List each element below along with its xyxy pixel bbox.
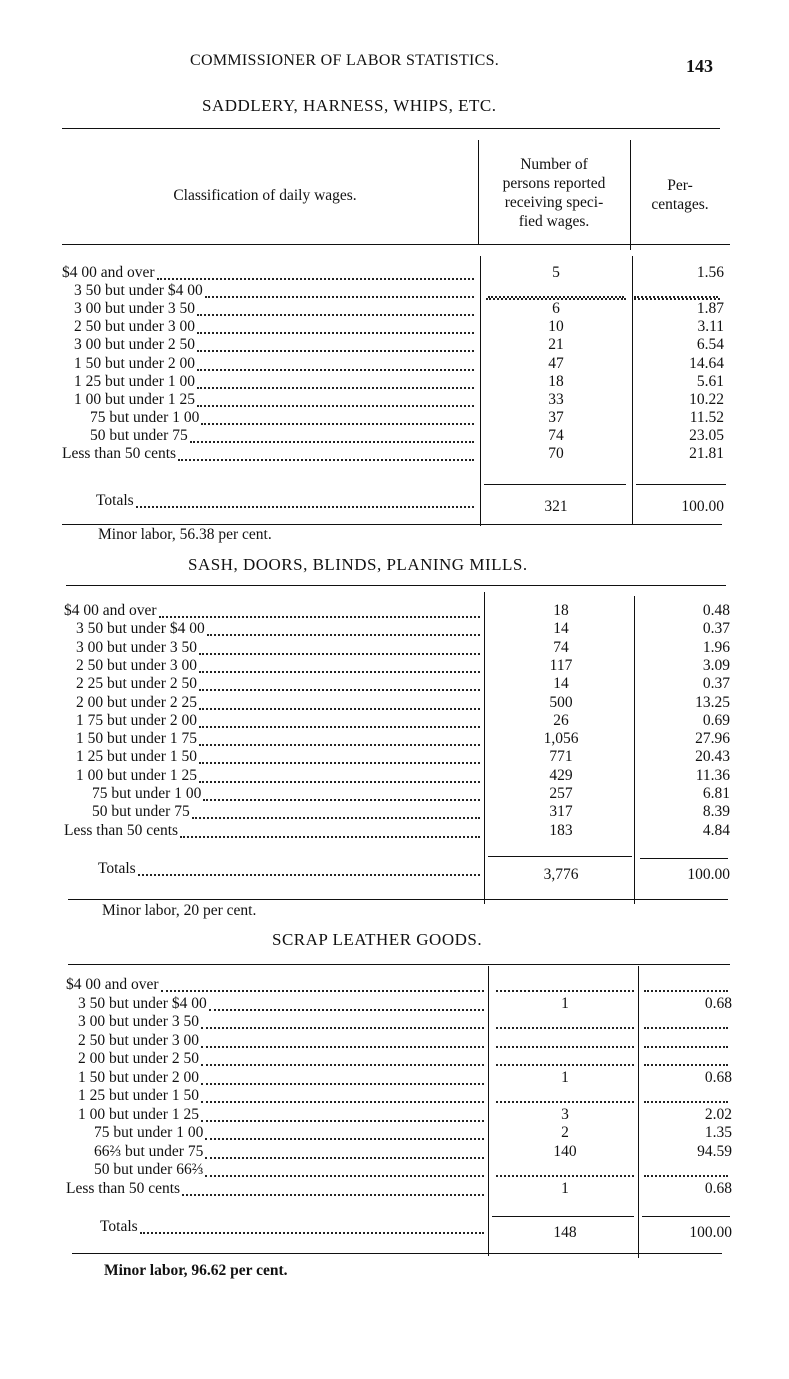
persons-count: 33 [548,390,564,408]
totals-number: 321 [544,498,568,515]
wage-class-label: $4 00 and over [66,976,159,993]
wage-class-label: 3 00 but under 3 50 [74,300,195,318]
totals-rule [484,484,626,485]
table-row [0,1087,789,1105]
wage-class-label: 50 but under 75 [90,426,188,444]
persons-count: 5 [552,264,560,281]
totals-rule [488,856,632,857]
totals-rule [492,1216,634,1217]
table-row [0,995,789,1013]
table-row [0,822,789,840]
table-row [0,1124,789,1142]
empty-cell-dots [644,990,728,992]
table-row [0,639,789,657]
dot-leader [140,1232,484,1234]
empty-cell-dots [644,1175,728,1177]
column-header-percent-line: Per- [667,177,693,194]
wage-class-label: 50 but under 66⅔ [94,1161,204,1178]
column-divider [488,966,489,1256]
dot-leader [201,1083,484,1085]
table-row [0,694,789,712]
table-top-rule [66,585,726,586]
empty-cell-dots [644,1101,728,1103]
wage-class-label: 2 25 but under 2 50 [76,675,197,693]
totals-rule [642,1216,730,1217]
table-row [0,675,789,693]
table-bottom-rule [72,1253,722,1254]
persons-count: 257 [549,785,573,802]
table-bottom-rule [62,524,722,525]
column-header-number-line: persons reported [502,175,606,192]
wage-class-label: 2 00 but under 2 50 [78,1050,199,1067]
dot-leader [197,369,474,371]
wage-class-label: 3 50 but under $4 00 [76,620,205,638]
wage-class-label: 1 25 but under 1 50 [78,1087,199,1104]
empty-cell-dots [644,1046,728,1048]
persons-count: 47 [548,354,564,372]
minor-labor-note: Minor labor, 56.38 per cent. [98,526,272,543]
wage-class-label: Less than 50 cents [62,445,177,462]
dot-leader [199,744,480,746]
dot-leader [199,726,480,728]
dot-leader [138,874,480,876]
dot-leader [205,1157,484,1159]
persons-count: 2 [561,1124,569,1141]
dot-leader [157,278,474,280]
empty-cell-dots [496,1027,634,1029]
dot-leader [197,332,474,334]
dot-leader [192,817,480,819]
percentage-value: 3.11 [697,318,724,336]
column-header-number-line: fied wages. [518,213,590,230]
percentage-value: 1.56 [696,264,724,281]
empty-cell-dots [496,990,634,992]
wage-class-label: 1 50 but under 2 00 [78,1068,199,1086]
persons-count: 1 [561,1068,569,1086]
column-divider [484,592,485,904]
column-divider [638,966,639,1258]
table-row [0,427,789,445]
table-title-sash: SASH, DOORS, BLINDS, PLANING MILLS. [188,555,528,574]
wage-class-label: 2 50 but under 3 00 [78,1031,199,1049]
dot-leader [205,296,474,298]
persons-count: 37 [548,408,564,426]
table-row [0,712,789,730]
empty-cell-dots [634,298,720,300]
persons-count: 500 [549,693,573,711]
persons-count: 6 [552,300,560,318]
persons-count: 183 [549,821,573,839]
table-top-rule [62,128,720,129]
empty-cell-dots [496,1064,634,1066]
dot-leader [197,405,474,407]
wage-class-label: 1 25 but under 1 00 [74,372,195,390]
wage-class-label: 2 00 but under 2 25 [76,693,197,711]
persons-count: 771 [549,748,573,766]
column-header-number-line: receiving speci- [504,194,604,211]
totals-percent: 100.00 [689,1224,732,1241]
dot-leader [178,459,474,461]
table-row [0,657,789,675]
totals-rule [636,484,726,485]
dot-leader [201,1120,484,1122]
table-row [0,730,789,748]
table-row [0,1180,789,1198]
wage-class-label: 1 50 but under 1 75 [76,730,197,748]
persons-count: 317 [549,803,573,821]
percentage-value: 0.68 [704,1068,732,1086]
dot-leader [201,423,474,425]
wage-class-label: 75 but under 1 00 [90,408,200,426]
table-row [0,803,789,821]
percentage-value: 94.59 [697,1142,732,1160]
dot-leader [199,671,480,673]
totals-row [0,860,789,883]
column-divider [630,140,631,250]
persons-count: 1 [561,994,569,1012]
wage-class-label: 1 00 but under 1 25 [78,1105,199,1123]
table-row [0,767,789,785]
table-row [0,1106,789,1124]
percentage-value: 8.39 [702,803,730,821]
percentage-value: 27.96 [695,730,730,748]
dot-leader [197,387,474,389]
dot-leader [197,314,474,316]
wage-class-label: 75 but under 1 00 [94,1124,204,1141]
persons-count: 3 [561,1105,569,1123]
totals-row [0,1218,789,1241]
table-row [0,976,789,994]
persons-count: 10 [548,318,564,336]
dot-leader [199,708,480,710]
percentage-value: 3.09 [702,656,730,674]
table-top-rule [68,964,730,965]
wage-class-label: 1 25 but under 1 50 [76,748,197,766]
column-divider [632,256,633,524]
minor-labor-note: Minor labor, 20 per cent. [102,902,257,919]
persons-count: 429 [549,766,573,784]
table-row [0,620,789,638]
dot-leader [190,441,474,443]
dot-leader [201,1027,484,1029]
persons-count: 26 [553,711,569,729]
table-row [0,391,789,409]
minor-labor-note: Minor labor, 96.62 per cent. [104,1262,288,1279]
dot-leader [161,990,484,992]
empty-cell-dots [486,298,626,300]
column-header-percent [632,176,728,214]
percentage-value: 0.37 [702,675,730,693]
persons-count: 117 [549,656,573,674]
empty-cell-dots [496,1175,634,1177]
percentage-value: 1.87 [696,300,724,318]
wage-class-label: 3 00 but under 2 50 [74,336,195,354]
column-divider [480,256,481,526]
dot-leader [205,1138,484,1140]
dot-leader [199,781,480,783]
table-row [0,409,789,427]
page-number: 143 [686,56,713,76]
percentage-value: 0.68 [704,1179,732,1197]
dot-leader [136,506,474,508]
wage-class-label: 2 50 but under 3 00 [74,318,195,336]
persons-count: 140 [553,1142,577,1160]
table-row [0,1069,789,1087]
dot-leader [201,1046,484,1048]
table-row [0,355,789,373]
column-header-percent-line: centages. [651,196,709,213]
percentage-value: 0.37 [702,620,730,638]
totals-number: 3,776 [543,866,579,883]
wage-class-label: 3 00 but under 3 50 [78,1013,199,1030]
persons-count: 18 [548,372,564,390]
empty-cell-dots [644,1064,728,1066]
wage-class-label: 50 but under 75 [92,803,190,821]
wage-class-label: 3 50 but under $4 00 [78,994,207,1012]
dot-leader [201,1064,484,1066]
wage-class-label: 1 00 but under 1 25 [76,766,197,784]
percentage-value: 4.84 [702,821,730,839]
wage-class-label: 1 75 but under 2 00 [76,711,197,729]
table-row [0,785,789,803]
dot-leader [180,836,480,838]
dot-leader [199,689,480,691]
wage-class-label: 1 50 but under 2 00 [74,354,195,372]
table-row [0,1032,789,1050]
totals-rule [640,858,728,859]
dot-leader [205,1175,484,1177]
wage-class-label: Less than 50 cents [64,821,179,839]
column-header-classification: Classification of daily wages. [173,187,357,204]
page-header-title: COMMISSIONER OF LABOR STATISTICS. [190,52,500,69]
percentage-value: 1.96 [702,638,730,656]
table-row [0,1143,789,1161]
dot-leader [197,350,474,352]
totals-number: 148 [553,1224,577,1241]
empty-cell-dots [496,1046,634,1048]
column-header-number [478,155,630,231]
table-title-scrap-leather: SCRAP LEATHER GOODS. [272,930,483,949]
header-bottom-rule [62,244,730,245]
wage-class-label: $4 00 and over [64,602,157,619]
table-row [0,318,789,336]
persons-count: 74 [553,638,569,656]
dot-leader [159,616,480,618]
percentage-value: 14.64 [689,354,724,372]
totals-row [0,492,789,515]
persons-count: 14 [553,675,569,693]
table-row [0,602,789,620]
empty-cell-dots [496,1101,634,1103]
table-title-saddlery: SADDLERY, HARNESS, WHIPS, ETC. [202,96,497,115]
totals-percent: 100.00 [687,866,730,883]
percentage-value: 23.05 [689,426,724,444]
wage-class-label: $4 00 and over [62,264,155,281]
persons-count: 14 [553,620,569,638]
totals-label: Totals [100,1218,138,1235]
dot-leader [182,1194,484,1196]
column-header-number-line: Number of [520,156,588,173]
percentage-value: 11.52 [689,408,724,426]
wage-class-label: 66⅔ but under 75 [94,1142,204,1160]
totals-percent: 100.00 [681,498,724,515]
persons-count: 74 [548,426,564,444]
table-row [0,373,789,391]
table-row [0,336,789,354]
percentage-value: 2.02 [704,1105,732,1123]
percentage-value: 10.22 [689,390,724,408]
wage-class-label: 2 50 but under 3 00 [76,656,197,674]
persons-count: 21 [548,336,564,354]
persons-count: 1,056 [543,730,579,748]
dot-leader [199,653,480,655]
table-row [0,300,789,318]
percentage-value: 5.61 [696,372,724,390]
table-row [0,1013,789,1031]
dot-leader [209,1009,484,1011]
table-row [0,748,789,766]
wage-class-label: Less than 50 cents [66,1179,181,1197]
totals-label: Totals [96,492,134,509]
wage-class-label: 3 00 but under 3 50 [76,638,197,656]
dot-leader [199,762,480,764]
table-row [0,1050,789,1068]
table-row [0,1161,789,1179]
column-divider [478,140,479,244]
wage-class-label: 75 but under 1 00 [92,785,202,802]
table-bottom-rule [68,899,728,900]
persons-count: 18 [553,602,569,619]
percentage-value: 1.35 [704,1124,732,1141]
percentage-value: 13.25 [695,693,730,711]
dot-leader [203,799,480,801]
column-divider [634,596,635,904]
dot-leader [207,634,480,636]
percentage-value: 21.81 [689,445,724,462]
percentage-value: 6.54 [696,336,724,354]
percentage-value: 0.48 [702,602,730,619]
percentage-value: 20.43 [695,748,730,766]
totals-label: Totals [98,860,136,877]
dot-leader [201,1101,484,1103]
percentage-value: 11.36 [695,766,730,784]
wage-class-label: 1 00 but under 1 25 [74,390,195,408]
percentage-value: 6.81 [702,785,730,802]
table-row [0,445,789,463]
table-row [0,264,789,282]
empty-cell-dots [644,1027,728,1029]
percentage-value: 0.69 [702,711,730,729]
persons-count: 70 [548,445,564,462]
persons-count: 1 [561,1179,569,1197]
percentage-value: 0.68 [704,994,732,1012]
wage-class-label: 3 50 but under $4 00 [74,282,203,300]
